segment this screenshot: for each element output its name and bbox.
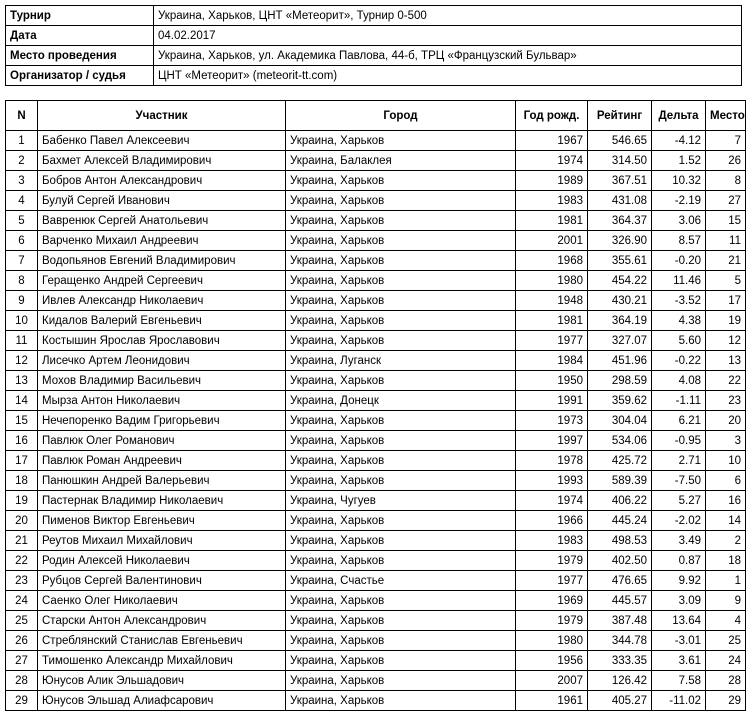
cell-rating: 498.53 — [588, 531, 652, 551]
cell-place: 16 — [706, 491, 746, 511]
info-row-venue — [6, 46, 742, 66]
cell-number: 14 — [6, 391, 38, 411]
venue-value: Украина, Харьков, ул. Академика Павлова, 44-б, ТРЦ «Французский Бульвар» — [154, 46, 742, 66]
cell-city: Украина, Харьков — [286, 171, 516, 191]
cell-participant: Лисечко Артем Леонидович — [38, 351, 286, 371]
cell-number: 11 — [6, 331, 38, 351]
cell-participant: Мырза Антон Николаевич — [38, 391, 286, 411]
cell-birth-year: 1966 — [516, 511, 588, 531]
cell-delta: 3.09 — [652, 591, 706, 611]
cell-birth-year: 1993 — [516, 471, 588, 491]
table-row — [6, 311, 746, 331]
cell-rating: 314.50 — [588, 151, 652, 171]
table-row — [6, 331, 746, 351]
cell-place: 27 — [706, 191, 746, 211]
cell-city: Украина, Балаклея — [286, 151, 516, 171]
cell-place: 12 — [706, 331, 746, 351]
cell-birth-year: 1956 — [516, 651, 588, 671]
cell-rating: 476.65 — [588, 571, 652, 591]
cell-rating: 359.62 — [588, 391, 652, 411]
cell-participant: Костышин Ярослав Ярославович — [38, 331, 286, 351]
cell-birth-year: 1997 — [516, 431, 588, 451]
cell-city: Украина, Харьков — [286, 511, 516, 531]
cell-number: 25 — [6, 611, 38, 631]
cell-rating: 589.39 — [588, 471, 652, 491]
cell-city: Украина, Харьков — [286, 631, 516, 651]
cell-number: 15 — [6, 411, 38, 431]
cell-number: 18 — [6, 471, 38, 491]
cell-birth-year: 1974 — [516, 491, 588, 511]
cell-rating: 344.78 — [588, 631, 652, 651]
cell-birth-year: 2001 — [516, 231, 588, 251]
cell-delta: -4.12 — [652, 131, 706, 151]
cell-place: 24 — [706, 651, 746, 671]
cell-birth-year: 1983 — [516, 191, 588, 211]
cell-city: Украина, Харьков — [286, 551, 516, 571]
table-row — [6, 291, 746, 311]
column-header-place: Место — [706, 101, 746, 131]
table-row — [6, 631, 746, 651]
cell-number: 2 — [6, 151, 38, 171]
cell-rating: 425.72 — [588, 451, 652, 471]
cell-participant: Юнусов Алик Эльшадович — [38, 671, 286, 691]
cell-participant: Родин Алексей Николаевич — [38, 551, 286, 571]
cell-number: 4 — [6, 191, 38, 211]
cell-number: 24 — [6, 591, 38, 611]
cell-city: Украина, Харьков — [286, 591, 516, 611]
cell-number: 21 — [6, 531, 38, 551]
tournament-info-table — [5, 5, 742, 86]
cell-delta: -3.52 — [652, 291, 706, 311]
table-row — [6, 171, 746, 191]
cell-rating: 364.19 — [588, 311, 652, 331]
cell-delta: 2.71 — [652, 451, 706, 471]
cell-rating: 333.35 — [588, 651, 652, 671]
cell-number: 26 — [6, 631, 38, 651]
cell-city: Украина, Чугуев — [286, 491, 516, 511]
cell-delta: -11.02 — [652, 691, 706, 711]
cell-place: 20 — [706, 411, 746, 431]
table-row — [6, 191, 746, 211]
cell-birth-year: 1981 — [516, 311, 588, 331]
cell-delta: 4.08 — [652, 371, 706, 391]
cell-place: 15 — [706, 211, 746, 231]
cell-city: Украина, Харьков — [286, 331, 516, 351]
cell-place: 28 — [706, 671, 746, 691]
table-row — [6, 491, 746, 511]
cell-place: 21 — [706, 251, 746, 271]
cell-participant: Бахмет Алексей Владимирович — [38, 151, 286, 171]
cell-birth-year: 1980 — [516, 631, 588, 651]
cell-rating: 534.06 — [588, 431, 652, 451]
cell-birth-year: 1983 — [516, 531, 588, 551]
cell-number: 17 — [6, 451, 38, 471]
cell-number: 16 — [6, 431, 38, 451]
cell-place: 11 — [706, 231, 746, 251]
cell-participant: Мохов Владимир Васильевич — [38, 371, 286, 391]
cell-rating: 431.08 — [588, 191, 652, 211]
cell-delta: 4.38 — [652, 311, 706, 331]
column-header-number: N — [6, 101, 38, 131]
table-row — [6, 251, 746, 271]
table-row — [6, 131, 746, 151]
cell-rating: 355.61 — [588, 251, 652, 271]
results-body — [6, 131, 746, 711]
cell-place: 18 — [706, 551, 746, 571]
table-row — [6, 351, 746, 371]
cell-participant: Булуй Сергей Иванович — [38, 191, 286, 211]
cell-number: 27 — [6, 651, 38, 671]
cell-city: Украина, Харьков — [286, 231, 516, 251]
cell-number: 10 — [6, 311, 38, 331]
cell-rating: 430.21 — [588, 291, 652, 311]
column-header-rating: Рейтинг — [588, 101, 652, 131]
cell-rating: 405.27 — [588, 691, 652, 711]
cell-number: 29 — [6, 691, 38, 711]
table-row — [6, 511, 746, 531]
cell-delta: -0.95 — [652, 431, 706, 451]
cell-city: Украина, Харьков — [286, 131, 516, 151]
cell-delta: 1.52 — [652, 151, 706, 171]
cell-rating: 367.51 — [588, 171, 652, 191]
cell-place: 6 — [706, 471, 746, 491]
cell-place: 14 — [706, 511, 746, 531]
column-header-city: Город — [286, 101, 516, 131]
cell-rating: 126.42 — [588, 671, 652, 691]
cell-participant: Тимошенко Александр Михайлович — [38, 651, 286, 671]
cell-number: 3 — [6, 171, 38, 191]
cell-delta: 5.27 — [652, 491, 706, 511]
cell-place: 23 — [706, 391, 746, 411]
cell-delta: -1.11 — [652, 391, 706, 411]
cell-delta: 5.60 — [652, 331, 706, 351]
cell-birth-year: 1969 — [516, 591, 588, 611]
cell-participant: Нечепоренко Вадим Григорьевич — [38, 411, 286, 431]
cell-participant: Пастернак Владимир Николаевич — [38, 491, 286, 511]
cell-place: 8 — [706, 171, 746, 191]
cell-participant: Геращенко Андрей Сергеевич — [38, 271, 286, 291]
cell-city: Украина, Харьков — [286, 651, 516, 671]
cell-place: 22 — [706, 371, 746, 391]
table-row — [6, 411, 746, 431]
cell-participant: Саенко Олег Николаевич — [38, 591, 286, 611]
cell-city: Украина, Харьков — [286, 311, 516, 331]
cell-rating: 445.24 — [588, 511, 652, 531]
table-row — [6, 151, 746, 171]
table-row — [6, 611, 746, 631]
cell-number: 19 — [6, 491, 38, 511]
table-row — [6, 651, 746, 671]
cell-birth-year: 1980 — [516, 271, 588, 291]
cell-number: 13 — [6, 371, 38, 391]
cell-place: 4 — [706, 611, 746, 631]
cell-number: 28 — [6, 671, 38, 691]
results-header-row — [6, 101, 746, 131]
cell-rating: 304.04 — [588, 411, 652, 431]
cell-birth-year: 1979 — [516, 551, 588, 571]
cell-delta: 3.61 — [652, 651, 706, 671]
cell-city: Украина, Харьков — [286, 191, 516, 211]
cell-participant: Ивлев Александр Николаевич — [38, 291, 286, 311]
cell-birth-year: 1978 — [516, 451, 588, 471]
cell-city: Украина, Харьков — [286, 371, 516, 391]
table-row — [6, 211, 746, 231]
cell-place: 3 — [706, 431, 746, 451]
table-row — [6, 551, 746, 571]
cell-city: Украина, Счастье — [286, 571, 516, 591]
cell-place: 5 — [706, 271, 746, 291]
tournament-label: Турнир — [6, 6, 154, 26]
cell-participant: Павлюк Роман Андреевич — [38, 451, 286, 471]
cell-place: 19 — [706, 311, 746, 331]
table-row — [6, 431, 746, 451]
cell-birth-year: 1948 — [516, 291, 588, 311]
cell-birth-year: 1967 — [516, 131, 588, 151]
cell-rating: 406.22 — [588, 491, 652, 511]
cell-delta: 13.64 — [652, 611, 706, 631]
table-row — [6, 371, 746, 391]
cell-city: Украина, Харьков — [286, 691, 516, 711]
cell-delta: 0.87 — [652, 551, 706, 571]
column-header-birth-year: Год рожд. — [516, 101, 588, 131]
info-row-date — [6, 26, 742, 46]
cell-place: 9 — [706, 591, 746, 611]
cell-city: Украина, Луганск — [286, 351, 516, 371]
info-row-organizer — [6, 66, 742, 86]
cell-number: 1 — [6, 131, 38, 151]
date-value: 04.02.2017 — [154, 26, 742, 46]
cell-birth-year: 1984 — [516, 351, 588, 371]
cell-birth-year: 1979 — [516, 611, 588, 631]
cell-participant: Пименов Виктор Евгеньевич — [38, 511, 286, 531]
cell-city: Украина, Харьков — [286, 291, 516, 311]
tournament-value: Украина, Харьков, ЦНТ «Метеорит», Турнир 0-500 — [154, 6, 742, 26]
cell-number: 20 — [6, 511, 38, 531]
cell-place: 13 — [706, 351, 746, 371]
organizer-label: Организатор / судья — [6, 66, 154, 86]
cell-city: Украина, Харьков — [286, 671, 516, 691]
cell-place: 25 — [706, 631, 746, 651]
cell-delta: -2.02 — [652, 511, 706, 531]
cell-rating: 364.37 — [588, 211, 652, 231]
cell-city: Украина, Харьков — [286, 611, 516, 631]
cell-rating: 327.07 — [588, 331, 652, 351]
cell-number: 22 — [6, 551, 38, 571]
cell-number: 23 — [6, 571, 38, 591]
cell-birth-year: 1991 — [516, 391, 588, 411]
cell-city: Украина, Харьков — [286, 451, 516, 471]
cell-participant: Бабенко Павел Алексеевич — [38, 131, 286, 151]
cell-city: Украина, Донецк — [286, 391, 516, 411]
table-row — [6, 271, 746, 291]
cell-participant: Реутов Михаил Михайлович — [38, 531, 286, 551]
cell-rating: 454.22 — [588, 271, 652, 291]
cell-place: 29 — [706, 691, 746, 711]
table-row — [6, 451, 746, 471]
cell-birth-year: 1977 — [516, 571, 588, 591]
cell-number: 7 — [6, 251, 38, 271]
cell-participant: Бобров Антон Александрович — [38, 171, 286, 191]
cell-delta: 8.57 — [652, 231, 706, 251]
cell-participant: Вавренюк Сергей Анатольевич — [38, 211, 286, 231]
cell-number: 8 — [6, 271, 38, 291]
table-row — [6, 231, 746, 251]
table-row — [6, 391, 746, 411]
cell-birth-year: 1961 — [516, 691, 588, 711]
cell-number: 9 — [6, 291, 38, 311]
cell-delta: 7.58 — [652, 671, 706, 691]
cell-city: Украина, Харьков — [286, 471, 516, 491]
cell-participant: Панюшкин Андрей Валерьевич — [38, 471, 286, 491]
cell-city: Украина, Харьков — [286, 531, 516, 551]
cell-city: Украина, Харьков — [286, 431, 516, 451]
cell-delta: -0.22 — [652, 351, 706, 371]
cell-birth-year: 1968 — [516, 251, 588, 271]
cell-rating: 451.96 — [588, 351, 652, 371]
cell-city: Украина, Харьков — [286, 271, 516, 291]
cell-delta: 10.32 — [652, 171, 706, 191]
cell-participant: Стреблянский Станислав Евгеньевич — [38, 631, 286, 651]
table-row — [6, 671, 746, 691]
cell-participant: Кидалов Валерий Евгеньевич — [38, 311, 286, 331]
cell-city: Украина, Харьков — [286, 211, 516, 231]
cell-birth-year: 1981 — [516, 211, 588, 231]
cell-rating: 546.65 — [588, 131, 652, 151]
column-header-delta: Дельта — [652, 101, 706, 131]
cell-delta: 3.06 — [652, 211, 706, 231]
cell-number: 12 — [6, 351, 38, 371]
cell-place: 2 — [706, 531, 746, 551]
cell-place: 1 — [706, 571, 746, 591]
cell-place: 7 — [706, 131, 746, 151]
cell-city: Украина, Харьков — [286, 251, 516, 271]
cell-birth-year: 2007 — [516, 671, 588, 691]
table-row — [6, 471, 746, 491]
column-header-participant: Участник — [38, 101, 286, 131]
cell-birth-year: 1977 — [516, 331, 588, 351]
cell-delta: 9.92 — [652, 571, 706, 591]
table-row — [6, 571, 746, 591]
cell-birth-year: 1989 — [516, 171, 588, 191]
cell-delta: -0.20 — [652, 251, 706, 271]
venue-label: Место проведения — [6, 46, 154, 66]
cell-delta: 3.49 — [652, 531, 706, 551]
cell-rating: 326.90 — [588, 231, 652, 251]
cell-birth-year: 1950 — [516, 371, 588, 391]
cell-delta: -3.01 — [652, 631, 706, 651]
cell-birth-year: 1973 — [516, 411, 588, 431]
results-table — [5, 100, 746, 711]
table-row — [6, 691, 746, 711]
info-row-tournament — [6, 6, 742, 26]
cell-participant: Водопьянов Евгений Владимирович — [38, 251, 286, 271]
cell-rating: 445.57 — [588, 591, 652, 611]
table-row — [6, 531, 746, 551]
cell-delta: 11.46 — [652, 271, 706, 291]
table-row — [6, 591, 746, 611]
cell-place: 10 — [706, 451, 746, 471]
cell-delta: -7.50 — [652, 471, 706, 491]
cell-rating: 298.59 — [588, 371, 652, 391]
cell-place: 17 — [706, 291, 746, 311]
organizer-value: ЦНТ «Метеорит» (meteorit-tt.com) — [154, 66, 742, 86]
cell-number: 6 — [6, 231, 38, 251]
cell-participant: Павлюк Олег Романович — [38, 431, 286, 451]
cell-participant: Варченко Михаил Андреевич — [38, 231, 286, 251]
cell-birth-year: 1974 — [516, 151, 588, 171]
date-label: Дата — [6, 26, 154, 46]
cell-participant: Рубцов Сергей Валентинович — [38, 571, 286, 591]
cell-city: Украина, Харьков — [286, 411, 516, 431]
cell-participant: Старски Антон Александрович — [38, 611, 286, 631]
cell-delta: -2.19 — [652, 191, 706, 211]
cell-rating: 387.48 — [588, 611, 652, 631]
cell-rating: 402.50 — [588, 551, 652, 571]
cell-participant: Юнусов Эльшад Алиафсарович — [38, 691, 286, 711]
cell-place: 26 — [706, 151, 746, 171]
cell-number: 5 — [6, 211, 38, 231]
cell-delta: 6.21 — [652, 411, 706, 431]
